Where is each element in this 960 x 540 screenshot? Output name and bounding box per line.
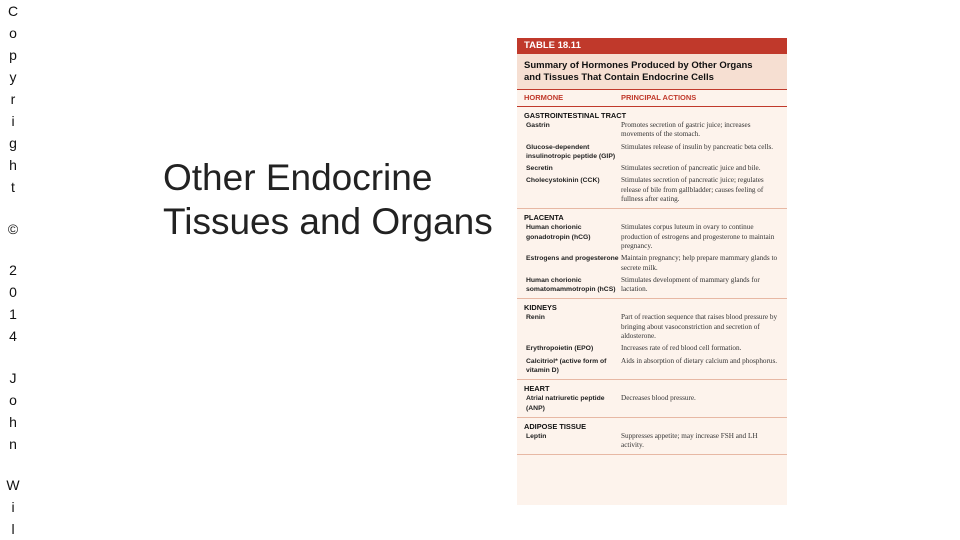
hormone-cell: Human chorionic gonadotropin (hCG) xyxy=(526,224,591,241)
vertical-char: i xyxy=(11,499,15,515)
vertical-char: y xyxy=(9,69,17,85)
table-section-heading: ADIPOSE TISSUE xyxy=(524,421,587,431)
table-row xyxy=(517,120,787,142)
action-cell: Aids in absorption of dietary calcium and phosphorus. xyxy=(621,356,778,365)
section-divider xyxy=(517,454,787,455)
vertical-char: r xyxy=(10,91,16,107)
table-body xyxy=(517,107,787,455)
vertical-char: h xyxy=(9,157,17,173)
vertical-char: 2 xyxy=(9,262,17,278)
hormone-cell: Leptin xyxy=(526,432,547,440)
hormone-cell: Renin xyxy=(526,314,545,322)
copyright-vertical-text xyxy=(0,0,26,540)
vertical-char: J xyxy=(9,369,17,386)
vertical-char: W xyxy=(6,477,20,493)
vertical-char: n xyxy=(9,435,17,452)
table-row xyxy=(517,356,787,378)
slide-title-line-1: Other Endocrine xyxy=(163,157,433,198)
hormone-cell: Calcitriol* (active form of vitamin D) xyxy=(526,357,607,374)
vertical-char: C xyxy=(7,3,19,19)
hormone-cell: Estrogens and progesterone xyxy=(526,255,619,263)
hormone-cell: Human chorionic somatomammotropin (hCS) xyxy=(526,276,616,294)
table-row xyxy=(517,222,787,253)
action-cell: Increases rate of red blood cell formation. xyxy=(621,344,742,353)
hormone-cell: Cholecystokinin (CCK) xyxy=(526,177,600,185)
action-cell: Maintain pregnancy; help prepare mammary glands to secrete milk. xyxy=(621,254,778,272)
table-caption-line-2: and Tissues That Contain Endocrine Cells xyxy=(524,71,714,83)
action-cell: Stimulates corpus luteum in ovary to continue production of estrogens and progesterone to maintain pregnancy. xyxy=(621,223,775,250)
table-row xyxy=(517,163,787,175)
vertical-char: t xyxy=(11,179,15,195)
table-row xyxy=(517,175,787,206)
action-cell: Part of reaction sequence that raises blood pressure by bringing about vasoconstriction and secretion of aldosterone. xyxy=(621,313,778,341)
hormone-cell: Gastrin xyxy=(526,122,550,129)
table-number: TABLE 18.11 xyxy=(517,38,787,54)
vertical-char: o xyxy=(9,391,17,408)
table-row xyxy=(517,142,787,164)
action-cell: Stimulates release of insulin by pancreatic beta cells. xyxy=(621,142,774,151)
table-section-heading: GASTROINTESTINAL TRACT xyxy=(524,111,627,120)
vertical-char: 1 xyxy=(9,306,17,322)
table-section-heading: PLACENTA xyxy=(524,213,564,223)
slide-title xyxy=(163,156,503,244)
action-cell: Suppresses appetite; may increase FSH and LH activity. xyxy=(621,431,758,450)
action-cell: Stimulates secretion of pancreatic juice; regulates release of bile from gallbladder; causes feeling of fullness after eating. xyxy=(621,176,764,204)
hormone-cell: Atrial natriuretic peptide (ANP) xyxy=(526,395,605,412)
vertical-char: 0 xyxy=(9,284,17,300)
table-row xyxy=(517,343,787,355)
hormone-table-image xyxy=(517,38,787,505)
hormone-cell: Glucose-dependent insulinotropic peptide (GIP) xyxy=(526,143,616,160)
vertical-char: © xyxy=(7,220,19,237)
column-header-actions: PRINCIPAL ACTIONS xyxy=(621,93,697,102)
action-cell: Promotes secretion of gastric juice; increases movements of the stomach. xyxy=(621,121,751,139)
action-cell: Stimulates secretion of pancreatic juice and bile. xyxy=(621,164,761,173)
table-section-heading: HEART xyxy=(524,384,550,394)
table-row xyxy=(517,431,787,453)
vertical-char: i xyxy=(11,113,15,129)
vertical-char: o xyxy=(9,25,17,41)
hormone-cell: Secretin xyxy=(526,165,553,173)
table-section-heading: KIDNEYS xyxy=(524,303,557,313)
hormone-cell: Erythropoietin (EPO) xyxy=(526,345,594,353)
table-row xyxy=(517,312,787,343)
vertical-char: l xyxy=(11,521,15,537)
vertical-char: g xyxy=(9,135,17,151)
table-row xyxy=(517,253,787,275)
column-header-hormone: HORMONE xyxy=(524,93,564,102)
table-row xyxy=(517,275,787,297)
table-column-headers xyxy=(517,90,787,107)
action-cell: Stimulates development of mammary glands for lactation. xyxy=(621,275,760,294)
vertical-char: p xyxy=(9,47,17,63)
vertical-char: h xyxy=(9,413,17,430)
action-cell: Decreases blood pressure. xyxy=(621,394,696,403)
slide-title-line-2: Tissues and Organs xyxy=(163,201,493,242)
table-caption-line-1: Summary of Hormones Produced by Other Organs xyxy=(524,60,753,71)
table-row xyxy=(517,393,787,415)
table-caption xyxy=(517,54,787,90)
vertical-char: 4 xyxy=(9,328,17,344)
